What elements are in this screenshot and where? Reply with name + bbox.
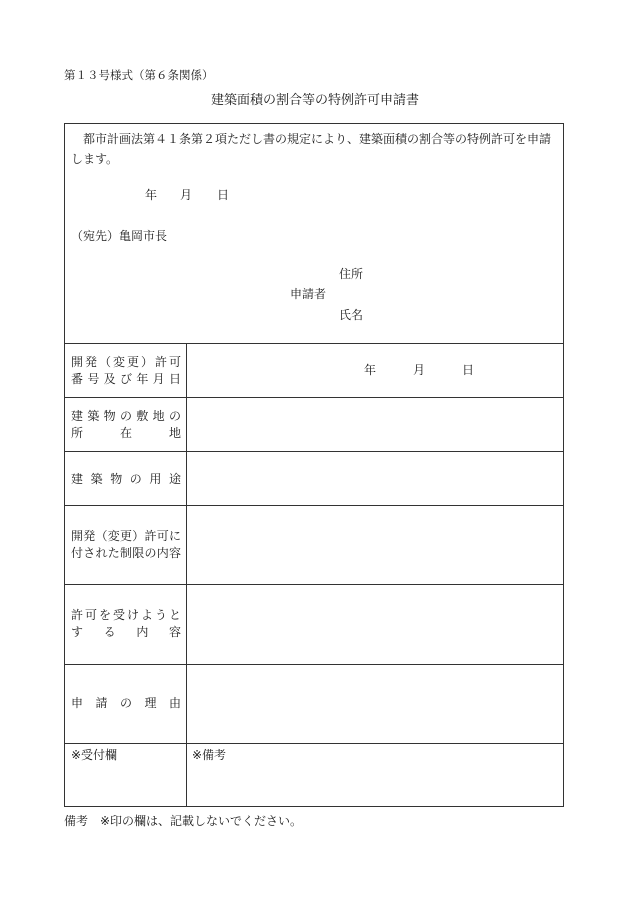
reason-label: 申請の理由 xyxy=(71,696,181,710)
column-divider xyxy=(186,343,187,807)
restrictions-label: 開発（変更）許可に 付された制限の内容 xyxy=(71,529,181,560)
intro-statement: 都市計画法第４１条第２項ただし書の規定により、建築面積の割合等の特例許可を申請します。 xyxy=(71,132,552,166)
form-number: 第１３号様式（第６条関係） xyxy=(64,68,214,82)
date-day-label: 日 xyxy=(217,188,230,202)
form-title: 建築面積の割合等の特例許可申請書 xyxy=(210,93,419,108)
date-month-label: 月 xyxy=(180,188,193,202)
row-divider xyxy=(65,397,563,398)
permit-content-label: 許可を受けようと する内容 xyxy=(71,608,181,639)
row-divider xyxy=(65,451,563,452)
row-divider xyxy=(65,343,563,344)
remarks-column-label: ※備考 xyxy=(192,748,227,762)
row-divider xyxy=(65,584,563,585)
row-divider xyxy=(65,664,563,665)
permit-date-year: 年 xyxy=(364,363,377,377)
footer-note: 備考 ※印の欄は、記載しないでください。 xyxy=(64,814,303,828)
permit-date-month: 月 xyxy=(413,363,426,377)
address-label: 住所 xyxy=(339,267,364,281)
row-divider xyxy=(65,505,563,506)
permit-number-label: 開発（変更）許可 番号及び年月日 xyxy=(71,355,181,386)
name-label: 氏名 xyxy=(339,308,364,322)
permit-date-day: 日 xyxy=(462,363,475,377)
addressee: （宛先）亀岡市長 xyxy=(71,229,168,243)
site-location-label: 建築物の敷地の 所在地 xyxy=(71,409,181,440)
date-year-label: 年 xyxy=(145,188,158,202)
application-form-table xyxy=(64,123,564,807)
reception-column-label: ※受付欄 xyxy=(71,748,118,762)
applicant-label: 申請者 xyxy=(290,287,327,301)
row-divider xyxy=(65,743,563,744)
building-use-label: 建築物の用途 xyxy=(71,472,181,486)
